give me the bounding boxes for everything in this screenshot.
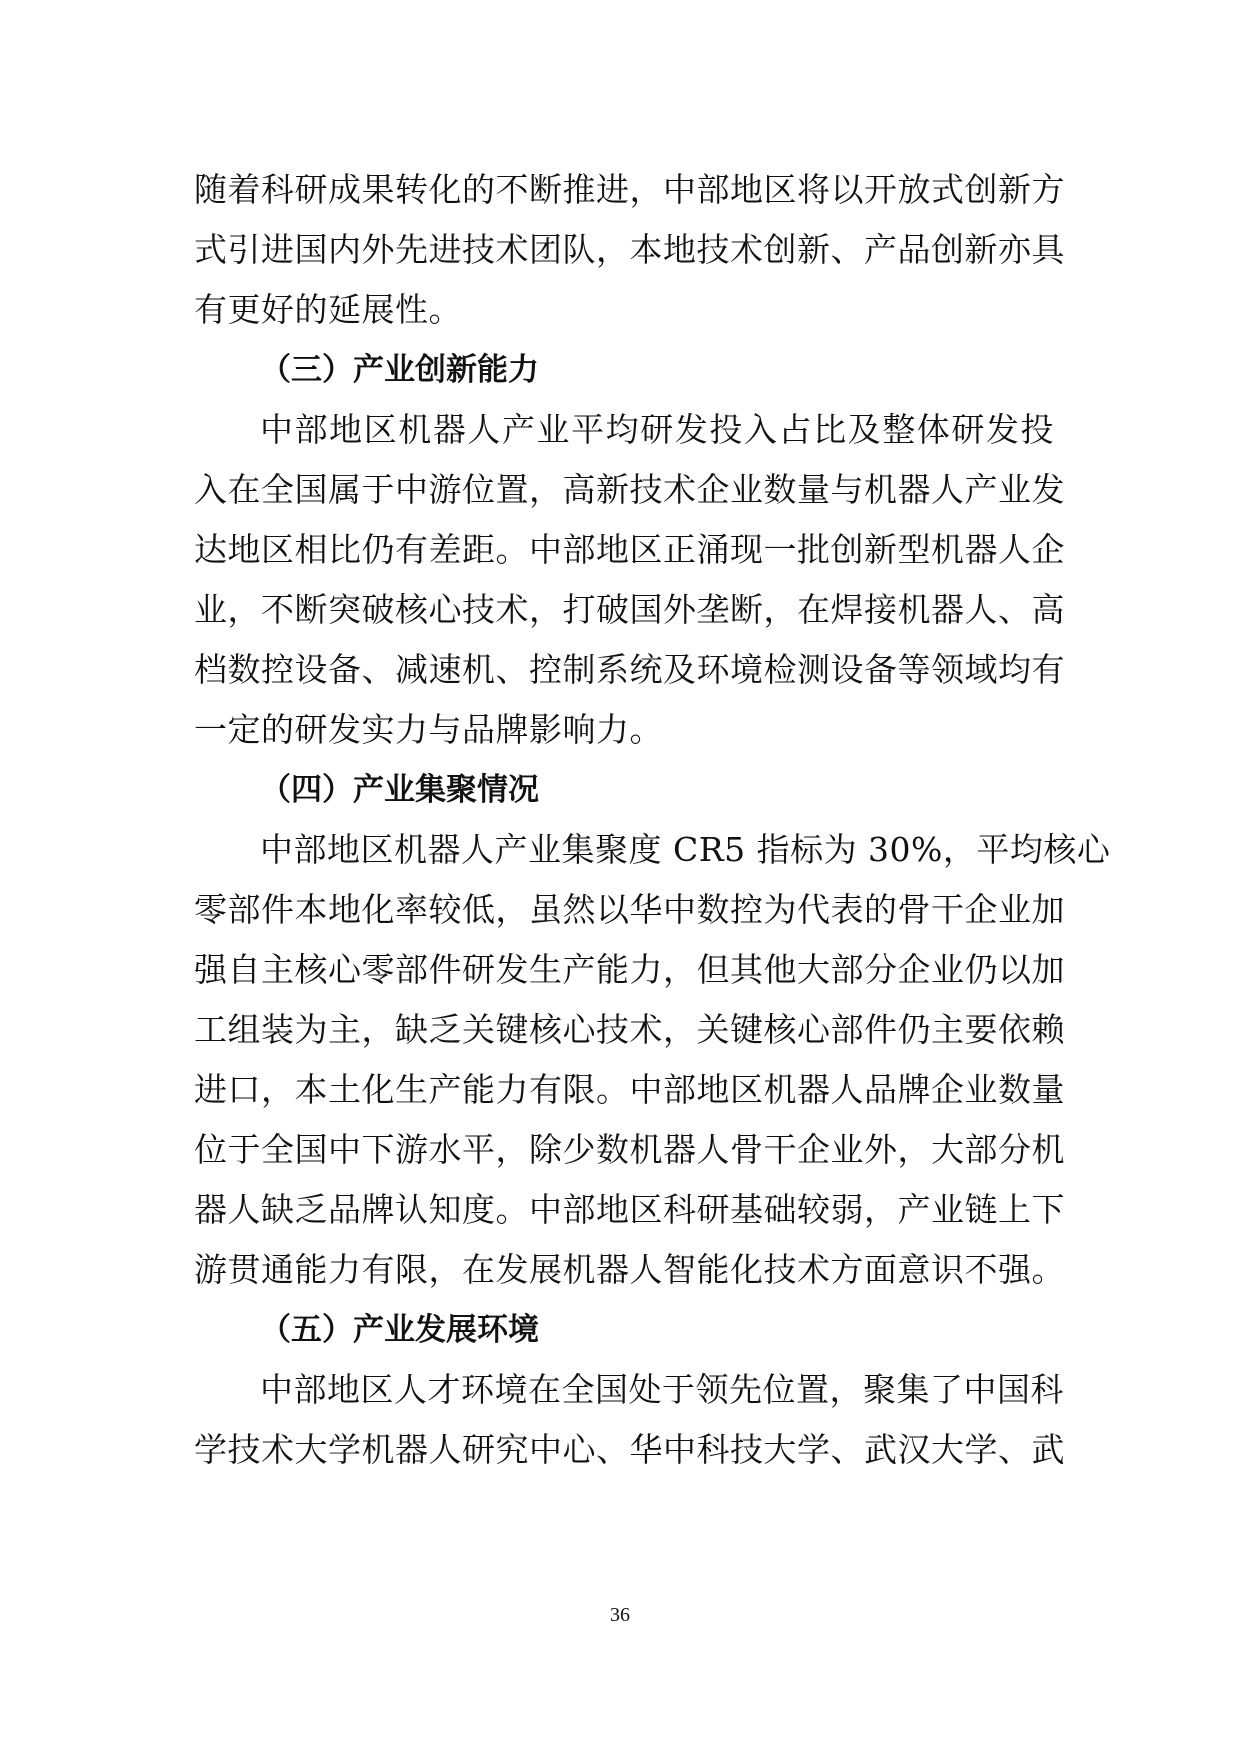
page-body bbox=[194, 160, 1111, 1480]
section-3-paragraph bbox=[194, 400, 1065, 760]
paragraph-line: 中部地区人才环境在全国处于领先位置，聚集了中国科 bbox=[260, 1370, 1064, 1409]
section-4-paragraph bbox=[194, 820, 1111, 1300]
paragraph-line: 强自主核心零部件研发生产能力，但其他大部分企业仍以加 bbox=[194, 950, 1065, 989]
paragraph-line: 位于全国中下游水平，除少数机器人骨干企业外，大部分机 bbox=[194, 1130, 1065, 1169]
paragraph-line: 达地区相比仍有差距。中部地区正涌现一批创新型机器人企 bbox=[194, 530, 1065, 569]
paragraph-line: 入在全国属于中游位置，高新技术企业数量与机器人产业发 bbox=[194, 470, 1065, 509]
section-heading-3: （三）产业创新能力 bbox=[260, 352, 539, 388]
paragraph-line: 游贯通能力有限，在发展机器人智能化技术方面意识不强。 bbox=[194, 1250, 1065, 1289]
paragraph-line: 档数控设备、减速机、控制系统及环境检测设备等领域均有 bbox=[194, 650, 1065, 689]
paragraph-line: 一定的研发实力与品牌影响力。 bbox=[194, 710, 663, 749]
paragraph-line: 有更好的延展性。 bbox=[194, 290, 462, 329]
paragraph-line: 工组装为主，缺乏关键核心技术，关键核心部件仍主要依赖 bbox=[194, 1010, 1065, 1049]
paragraph-line: 业，不断突破核心技术，打破国外垄断，在焊接机器人、高 bbox=[194, 590, 1065, 629]
paragraph-1 bbox=[194, 160, 1065, 340]
paragraph-line: 中部地区机器人产业平均研发投入占比及整体研发投 bbox=[260, 410, 1054, 449]
paragraph-line: 学技术大学机器人研究中心、华中科技大学、武汉大学、武 bbox=[194, 1430, 1065, 1469]
paragraph-line: 中部地区机器人产业集聚度 CR5 指标为 30%，平均核心 bbox=[260, 830, 1111, 869]
paragraph-line: 进口，本土化生产能力有限。中部地区机器人品牌企业数量 bbox=[194, 1070, 1065, 1109]
section-heading-5: （五）产业发展环境 bbox=[260, 1312, 539, 1348]
section-heading-4: （四）产业集聚情况 bbox=[260, 772, 539, 808]
paragraph-line: 零部件本地化率较低，虽然以华中数控为代表的骨干企业加 bbox=[194, 890, 1065, 929]
section-5-paragraph bbox=[194, 1360, 1065, 1480]
paragraph-line: 随着科研成果转化的不断推进，中部地区将以开放式创新方 bbox=[194, 170, 1065, 209]
page-number: 36 bbox=[610, 1604, 630, 1626]
paragraph-line: 器人缺乏品牌认知度。中部地区科研基础较弱，产业链上下 bbox=[194, 1190, 1065, 1229]
paragraph-line: 式引进国内外先进技术团队，本地技术创新、产品创新亦具 bbox=[194, 230, 1065, 269]
